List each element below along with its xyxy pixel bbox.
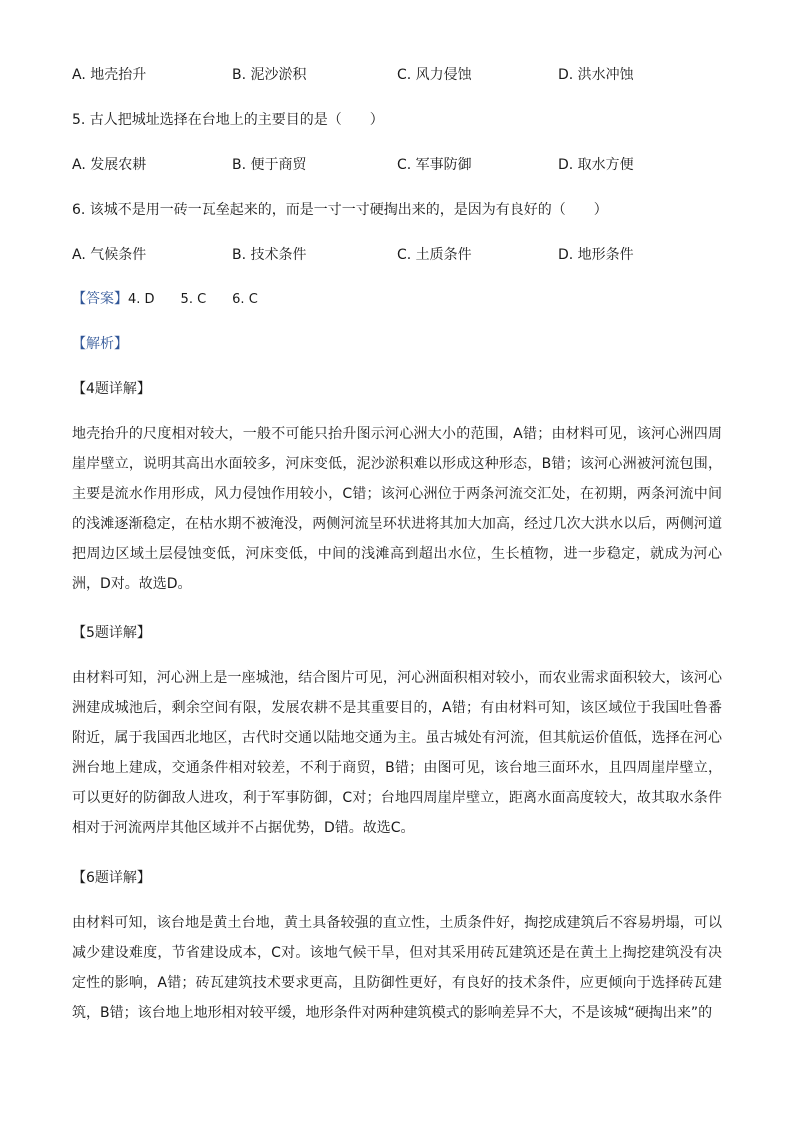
q5-option-a: A. 发展农耕 [72, 157, 147, 173]
q6-option-a: A. 气候条件 [72, 247, 147, 263]
q4-option-a: A. 地壳抬升 [72, 67, 147, 83]
q6-option-c: C. 土质条件 [397, 247, 472, 263]
q5-option-c: C. 军事防御 [397, 157, 472, 173]
answer-line [72, 289, 258, 310]
detail4-label: 【4题详解】 [72, 381, 151, 397]
q6-option-b: B. 技术条件 [232, 247, 307, 263]
q5-stem: 5. 古人把城址选择在台地上的主要目的是（ ） [72, 112, 384, 128]
analysis-label: 【解析】 [72, 336, 128, 352]
detail5-text: 由材料可知，河心洲上是一座城池，结合图片可见，河心洲面积相对较小，而农业需求面积较大，该河心洲建成城池后，剩余空间有限，发展农耕不是其重要目的，A错；有由材料可知，该区域位于我国吐鲁番附近，属于我国西北地区，古代时交通以陆地交通为主。虽古城处有河流，但其航运价值低，选择在河心洲台地上建成，交通条件相对较差，不利于商贸，B错；由图可见，该台地三面环水，且四周崖岸壁立，可以更好的防御敌人进攻，利于军事防御，C对；台地四周崖岸壁立，距离水面高度较大，故其取水条件相对于河流两岸其他区域并不占据优势，D错。故选C。 [72, 670, 722, 836]
q6-stem: 6. 该城不是用一砖一瓦垒起来的，而是一寸一寸硬掏出来的，是因为有良好的（ ） [72, 202, 608, 218]
answer-label: 【答案】 [72, 291, 128, 307]
q6-option-d: D. 地形条件 [558, 247, 634, 263]
detail5-label: 【5题详解】 [72, 625, 151, 641]
detail4-text: 地壳抬升的尺度相对较大，一般不可能只抬升图示河心洲大小的范围，A错；由材料可见，该河心洲四周崖岸壁立，说明其高出水面较多，河床变低，泥沙淤积难以形成这种形态，B错；该河心洲被河流包围，主要是流水作用形成，风力侵蚀作用较小，C错；该河心洲位于两条河流交汇处，在初期，两条河流中间的浅滩逐渐稳定，在枯水期不被淹没，两侧河流呈环状进将其加大加高，经过几次大洪水以后，两侧河道把周边区域土层侵蚀变低，河床变低，中间的浅滩高到超出水位，生长植物，进一步稳定，就成为河心洲，D对。故选D。 [72, 426, 722, 592]
detail6-label: 【6题详解】 [72, 870, 151, 886]
q4-option-b: B. 泥沙淤积 [232, 67, 307, 83]
q4-option-c: C. 风力侵蚀 [397, 67, 472, 83]
q5-option-d: D. 取水方便 [558, 157, 634, 173]
q5-option-b: B. 便于商贸 [232, 157, 307, 173]
detail6-text: 由材料可知，该台地是黄土台地，黄土具备较强的直立性，土质条件好，掏挖成建筑后不容易坍塌，可以减少建设难度，节省建设成本，C对。该地气候干旱，但对其采用砖瓦建筑还是在黄土上掏挖建筑没有决定性的影响，A错；砖瓦建筑技术要求更高，且防御性更好，有良好的技术条件，应更倾向于选择砖瓦建筑，B错；该台地上地形相对较平缓，地形条件对两种建筑模式的影响差异不大，不是该城“硬掏出来”的 [72, 915, 722, 1021]
answer-values: 4. D 5. C 6. C [128, 292, 258, 307]
q4-option-d: D. 洪水冲蚀 [558, 67, 634, 83]
